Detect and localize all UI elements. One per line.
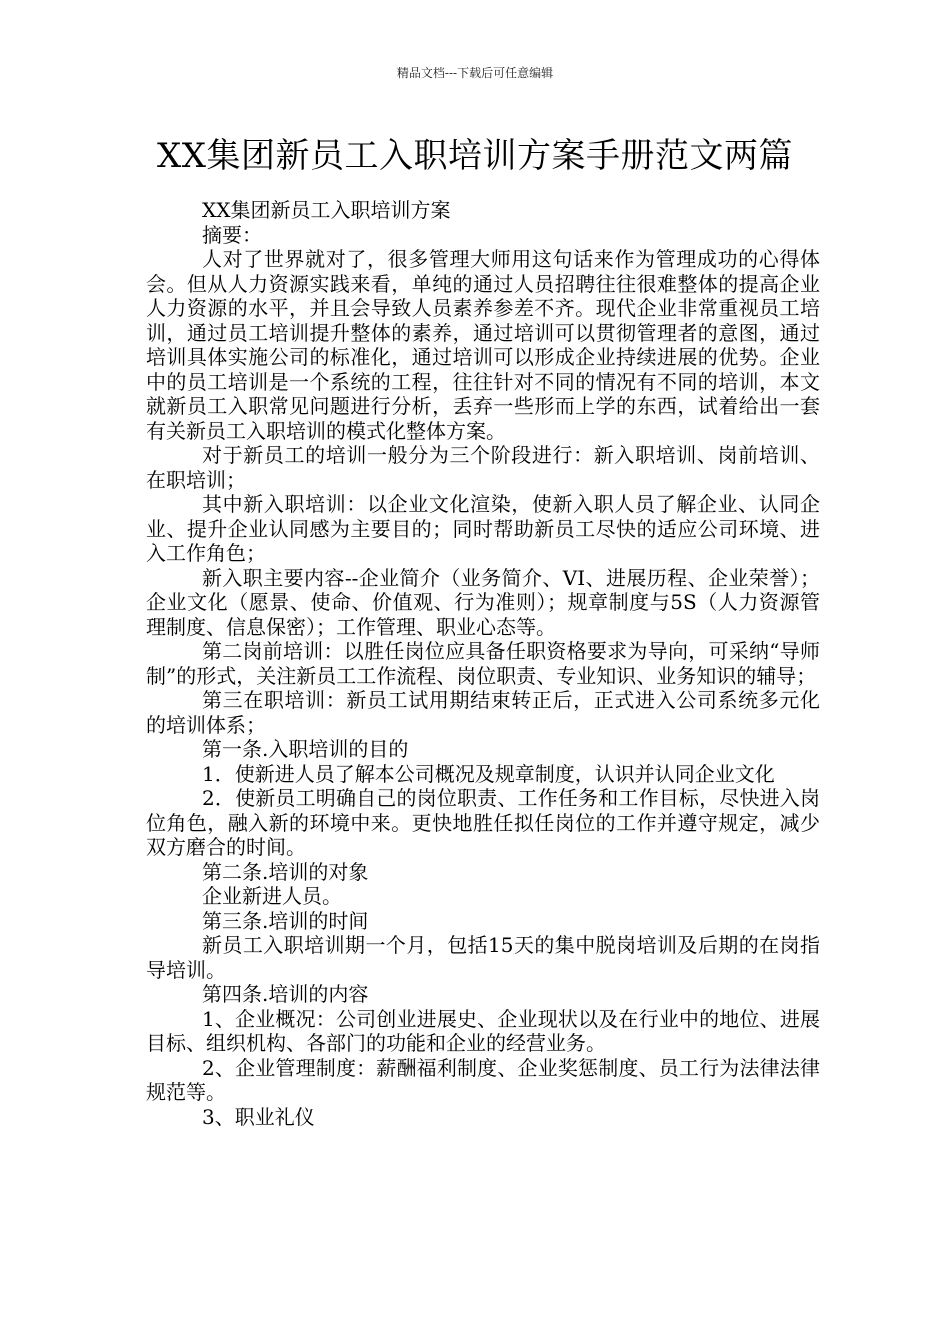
paragraph: 1．使新进人员了解本公司概况及规章制度，认识并认同企业文化 [202, 761, 775, 786]
paragraph: 第三在职培训：新员工试用期结束转正后，正式进入公司系统多元化的培训体系； [146, 688, 820, 737]
paragraph: 2、企业管理制度：薪酬福利制度、企业奖惩制度、员工行为法律法律规范等。 [146, 1055, 820, 1104]
document-title: XX集团新员工入职培训方案手册范文两篇 [157, 136, 793, 176]
header-note: 精品文档---下载后可任意编辑 [396, 66, 554, 80]
section-heading: 第一条.入职培训的目的 [202, 737, 409, 761]
paragraph: 人对了世界就对了，很多管理大师用这句话来作为管理成功的心得体会。但从人力资源实践来看，单纯的通过人员招聘往往很难整体的提高企业人力资源的水平，并且会导致人员素养参差不齐。现代企业非常重视员工培训，通过员工培训提升整体的素养，通过培训可以贯彻管理者的意图，通过培训具体实施公司的标准化，通过培训可以形成企业持续进展的优势。企业中的员工培训是一个系统的工程，往往针对不同的情况有不同的培训，本文就新员工入职常见问题进行分析，丢弃一些形而上学的东西，试着给出一套有关新员工入职培训的模式化整体方案。 [146, 247, 820, 443]
paragraph: 摘要： [202, 222, 262, 247]
document-body [146, 198, 820, 1129]
paragraph: 企业新进人员。 [202, 884, 342, 908]
paragraph: 新员工入职培训期一个月，包括15天的集中脱岗培训及后期的在岗指导培训。 [146, 933, 820, 982]
paragraph: 对于新员工的培训一般分为三个阶段进行：新入职培训、岗前培训、在职培训； [146, 443, 820, 492]
paragraph: 新入职主要内容--企业简介（业务简介、VI、进展历程、企业荣誉）；企业文化（愿景、使命、价值观、行为准则）；规章制度与5S（人力资源管理制度、信息保密）；工作管理、职业心态等。 [146, 565, 820, 639]
section-heading: 第二条.培训的对象 [202, 859, 369, 884]
paragraph: 其中新入职培训：以企业文化渲染，使新入职人员了解企业、认同企业、提升企业认同感为主要目的；同时帮助新员工尽快的适应公司环境、进入工作角色； [146, 492, 820, 565]
paragraph: XX集团新员工入职培训方案 [202, 198, 451, 222]
paragraph: 第二岗前培训：以胜任岗位应具备任职资格要求为导向，可采纳“导师制”的形式，关注新员工工作流程、岗位职责、专业知识、业务知识的辅导； [146, 639, 820, 688]
paragraph: 3、职业礼仪 [202, 1104, 315, 1129]
paragraph: 2．使新员工明确自己的岗位职责、工作任务和工作目标，尽快进入岗位角色，融入新的环境中来。更快地胜任拟任岗位的工作并遵守规定，减少双方磨合的时间。 [146, 786, 820, 859]
section-heading: 第三条.培训的时间 [202, 908, 369, 933]
section-heading: 第四条.培训的内容 [202, 982, 369, 1006]
paragraph: 1、企业概况：公司创业进展史、企业现状以及在行业中的地位、进展目标、组织机构、各部门的功能和企业的经营业务。 [146, 1006, 820, 1055]
